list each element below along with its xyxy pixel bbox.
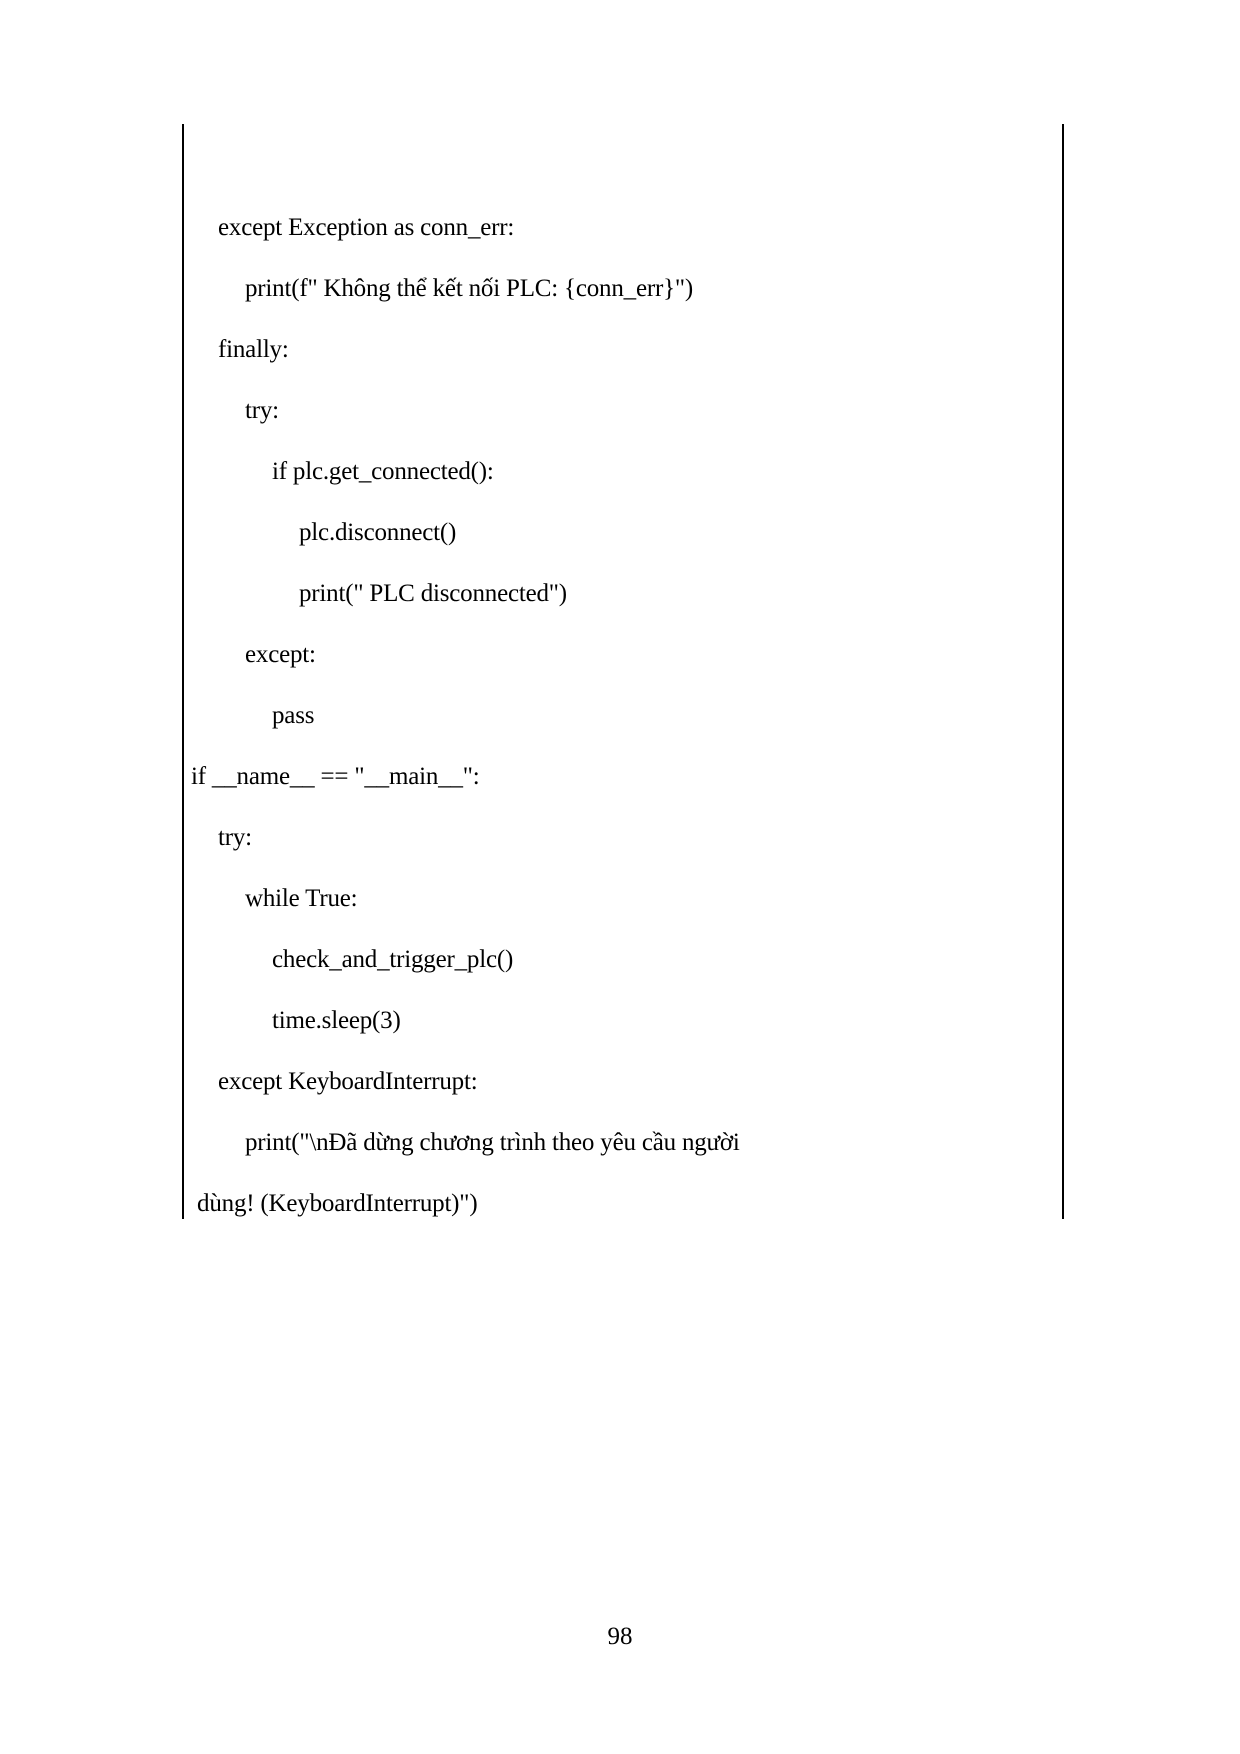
- code-line: print(" PLC disconnected"): [299, 580, 567, 607]
- code-line: try:: [218, 824, 252, 851]
- code-line: print("\nĐã dừng chương trình theo yêu cầu người: [245, 1129, 740, 1156]
- code-line: except Exception as conn_err:: [218, 214, 515, 241]
- code-line: plc.disconnect(): [299, 519, 457, 546]
- code-line: print(f" Không thể kết nối PLC: {conn_err}"): [245, 275, 694, 302]
- code-line: if __name__ == "__main__":: [191, 763, 480, 790]
- code-line: dùng! (KeyboardInterrupt)"): [191, 1190, 478, 1217]
- page-number: 98: [607, 1623, 633, 1650]
- code-line: while True:: [245, 885, 358, 912]
- code-line: check_and_trigger_plc(): [272, 946, 514, 973]
- code-listing-box: [182, 124, 1064, 1219]
- code-line: if plc.get_connected():: [272, 458, 494, 485]
- code-line: pass: [272, 702, 315, 729]
- code-line: finally:: [218, 336, 289, 363]
- code-line: except:: [245, 641, 316, 668]
- code-line: try:: [245, 397, 279, 424]
- code-line: except KeyboardInterrupt:: [218, 1068, 478, 1095]
- code-line: time.sleep(3): [272, 1007, 401, 1034]
